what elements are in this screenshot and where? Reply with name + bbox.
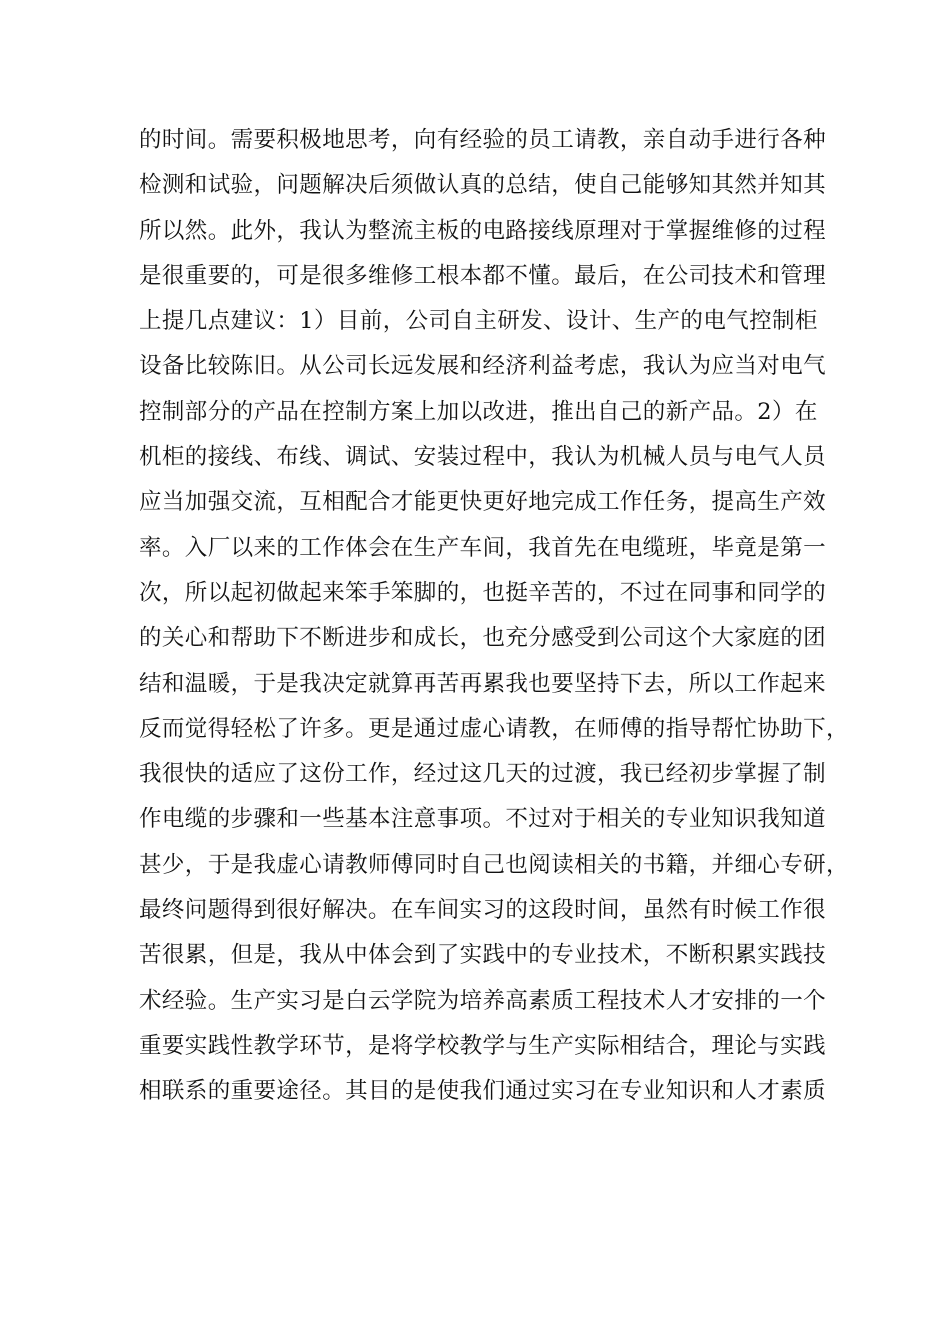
text-line: 所以然。此外，我认为整流主板的电路接线原理对于掌握维修的过程 bbox=[139, 217, 827, 244]
text-line: 是很重要的，可是很多维修工根本都不懂。最后，在公司技术和管理 bbox=[139, 262, 827, 289]
text-line: 重要实践性教学环节，是将学校教学与生产实际相结合，理论与实践 bbox=[139, 1032, 827, 1059]
text-line: 次，所以起初做起来笨手笨脚的，也挺辛苦的，不过在同事和同学的 bbox=[139, 579, 827, 606]
text-line: 最终问题得到很好解决。在车间实习的这段时间，虽然有时候工作很 bbox=[139, 897, 827, 924]
text-line: 应当加强交流，互相配合才能更快更好地完成工作任务，提高生产效 bbox=[139, 489, 827, 516]
text-line: 设备比较陈旧。从公司长远发展和经济利益考虑，我认为应当对电气 bbox=[139, 353, 827, 380]
text-line: 相联系的重要途径。其目的是使我们通过实习在专业知识和人才素质 bbox=[139, 1078, 827, 1105]
text-line: 反而觉得轻松了许多。更是通过虚心请教，在师傅的指导帮忙协助下， bbox=[139, 715, 849, 742]
text-line: 检测和试验，问题解决后须做认真的总结，使自己能够知其然并知其 bbox=[139, 172, 827, 199]
text-line: 作电缆的步骤和一些基本注意事项。不过对于相关的专业知识我知道 bbox=[139, 806, 827, 833]
text-line: 控制部分的产品在控制方案上加以改进，推出自己的新产品。2）在 bbox=[139, 398, 818, 425]
text-line: 甚少，于是我虚心请教师傅同时自己也阅读相关的书籍，并细心专研， bbox=[139, 851, 849, 878]
text-line: 术经验。生产实习是白云学院为培养高素质工程技术人才安排的一个 bbox=[139, 987, 827, 1014]
text-line: 的关心和帮助下不断进步和成长，也充分感受到公司这个大家庭的团 bbox=[139, 625, 827, 652]
text-line: 苦很累，但是，我从中体会到了实践中的专业技术，不断积累实践技 bbox=[139, 942, 827, 969]
text-line: 结和温暖，于是我决定就算再苦再累我也要坚持下去，所以工作起来 bbox=[139, 670, 827, 697]
body-text bbox=[139, 118, 849, 1115]
text-line: 率。入厂以来的工作体会在生产车间，我首先在电缆班，毕竟是第一 bbox=[139, 534, 827, 561]
text-line: 机柜的接线、布线、调试、安装过程中，我认为机械人员与电气人员 bbox=[139, 444, 827, 471]
text-line: 我很快的适应了这份工作，经过这几天的过渡，我已经初步掌握了制 bbox=[139, 761, 827, 788]
text-line: 上提几点建议：1）目前，公司自主研发、设计、生产的电气控制柜 bbox=[139, 308, 818, 335]
text-line: 的时间。需要积极地思考，向有经验的员工请教，亲自动手进行各种 bbox=[139, 127, 827, 153]
